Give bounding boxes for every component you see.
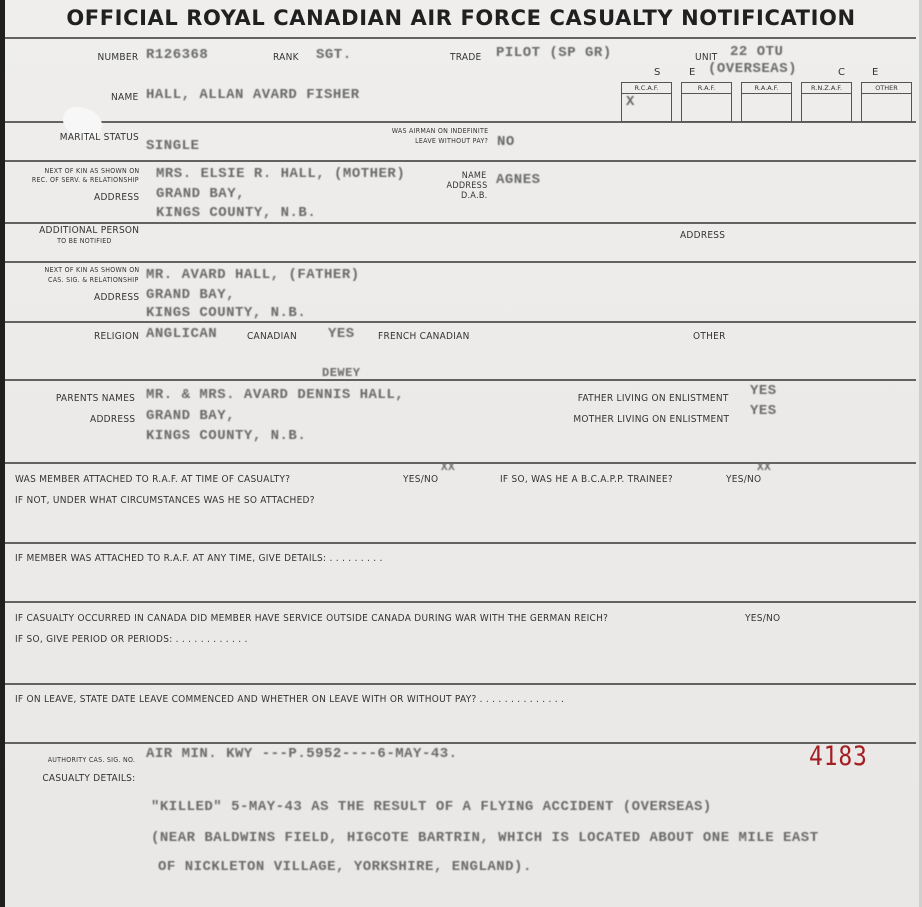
dab-address-label: ADDRESS xyxy=(446,181,487,191)
service-box-label: R.A.F. xyxy=(682,83,731,94)
nok-record-name: MRS. ELSIE R. HALL, (MOTHER) xyxy=(156,166,406,182)
parents-names-label: PARENTS NAMES xyxy=(55,393,135,404)
casualty-details-line: (NEAR BALDWINS FIELD, HIGCOTE BARTRIN, WHICH IS LOCATED ABOUT ONE MILE EAST xyxy=(151,830,819,846)
religion-label: RELIGION xyxy=(93,331,139,342)
divider xyxy=(5,261,916,263)
unit-label: UNIT xyxy=(695,52,718,63)
service-box-rnzaf[interactable] xyxy=(801,82,852,122)
service-box-label: OTHER xyxy=(862,83,911,94)
divider xyxy=(5,160,916,162)
divider xyxy=(5,742,916,744)
dab-name-label: NAME xyxy=(462,171,487,181)
unit-value: 22 OTU xyxy=(730,44,784,60)
canada-service-question: IF CASUALTY OCCURRED IN CANADA DID MEMBER HAVE SERVICE OUTSIDE CANADA DURING WAR WITH THE GERMAN REICH? xyxy=(15,613,609,624)
divider xyxy=(5,462,916,464)
nok-record-label: REC. OF SERV. & RELATIONSHIP xyxy=(32,176,139,184)
mother-living-label: MOTHER LIVING ON ENLISTMENT xyxy=(573,414,729,425)
divider xyxy=(5,683,916,685)
dab-value: AGNES xyxy=(496,172,541,188)
marital-status-value: SINGLE xyxy=(146,138,200,154)
mother-living-value: YES xyxy=(750,403,777,419)
casualty-details-line: OF NICKLETON VILLAGE, YORKSHIRE, ENGLAND). xyxy=(158,859,532,875)
unit-value-overseas: (OVERSEAS) xyxy=(708,61,798,77)
service-periods-question: IF SO, GIVE PERIOD OR PERIODS: . . . . . . . . . . . . xyxy=(15,634,248,645)
nok-record-label: NEXT OF KIN AS SHOWN ON xyxy=(44,167,139,175)
raf-attached-yes-no: YES/NO xyxy=(403,474,439,485)
bcatp-question: IF SO, WAS HE A B.C.A.P.P. TRAINEE? xyxy=(500,474,673,485)
raf-any-time-question: IF MEMBER WAS ATTACHED TO R.A.F. AT ANY TIME, GIVE DETAILS: . . . . . . . . . xyxy=(15,553,383,564)
authority-value: AIR MIN. KWY ---P.5952----6-MAY-43. xyxy=(146,746,458,762)
service-box-raaf[interactable] xyxy=(741,82,792,122)
father-living-value: YES xyxy=(750,383,777,399)
casualty-details-label: CASUALTY DETAILS: xyxy=(41,773,135,784)
trade-value: PILOT (SP GR) xyxy=(496,45,612,61)
rank-label: RANK xyxy=(273,52,299,63)
divider xyxy=(5,222,916,224)
raf-attached-mark: XX xyxy=(441,462,456,474)
french-canadian-label: FRENCH CANADIAN xyxy=(378,331,470,342)
parents-address-label: ADDRESS xyxy=(89,414,135,425)
scan-edge-left xyxy=(0,0,5,907)
other-label: OTHER xyxy=(693,331,726,342)
additional-person-label: ADDITIONAL PERSON xyxy=(38,225,139,236)
nok-record-address-label: ADDRESS xyxy=(93,192,139,203)
name-label: NAME xyxy=(110,92,138,103)
service-box-label: R.N.Z.A.F. xyxy=(802,83,851,94)
canadian-value: YES xyxy=(328,326,355,342)
name-value: HALL, ALLAN AVARD FISHER xyxy=(146,87,360,103)
rank-value: SGT. xyxy=(316,47,352,63)
divider xyxy=(5,542,916,544)
parents-address-line: KINGS COUNTY, N.B. xyxy=(146,428,307,444)
service-box-other[interactable] xyxy=(861,82,912,122)
divider xyxy=(5,379,916,381)
nok-cas-sig-address-label: ADDRESS xyxy=(93,292,139,303)
authority-label: AUTHORITY CAS. SIG. NO. xyxy=(47,756,135,764)
parents-name-correction: DEWEY xyxy=(322,366,361,380)
service-letter: E xyxy=(689,67,696,78)
nok-cas-sig-label: CAS. SIG. & RELATIONSHIP xyxy=(48,276,139,284)
marital-status-label: MARITAL STATUS xyxy=(59,132,139,143)
raf-attached-question: WAS MEMBER ATTACHED TO R.A.F. AT TIME OF CASUALTY? xyxy=(15,474,291,485)
divider xyxy=(5,601,916,603)
service-box-rcaf[interactable] xyxy=(621,82,672,122)
service-box-label: R.C.A.F. xyxy=(622,83,671,94)
nok-cas-sig-label: NEXT OF KIN AS SHOWN ON xyxy=(44,266,139,274)
divider xyxy=(5,37,916,39)
service-letter: C xyxy=(838,67,845,78)
indefinite-leave-label: LEAVE WITHOUT PAY? xyxy=(414,137,488,145)
parents-names-value: MR. & MRS. AVARD DENNIS HALL, xyxy=(146,387,405,403)
religion-value: ANGLICAN xyxy=(146,326,218,342)
file-number-stamp: 4183 xyxy=(809,741,868,772)
canada-service-yes-no: YES/NO xyxy=(745,613,781,624)
circumstances-question: IF NOT, UNDER WHAT CIRCUMSTANCES WAS HE SO ATTACHED? xyxy=(15,495,315,506)
service-box-mark: X xyxy=(626,94,635,110)
nok-record-address-line: KINGS COUNTY, N.B. xyxy=(156,205,317,221)
service-box-raf[interactable] xyxy=(681,82,732,122)
form-title: OFFICIAL ROYAL CANADIAN AIR FORCE CASUALTY NOTIFICATION xyxy=(66,6,856,30)
divider xyxy=(5,321,916,323)
nok-cas-sig-name: MR. AVARD HALL, (FATHER) xyxy=(146,267,360,283)
parents-address-line: GRAND BAY, xyxy=(146,408,236,424)
canadian-label: CANADIAN xyxy=(247,331,297,342)
trade-label: TRADE xyxy=(450,52,482,63)
leave-question: IF ON LEAVE, STATE DATE LEAVE COMMENCED AND WHETHER ON LEAVE WITH OR WITHOUT PAY? . . . . . . . . . . . . . . xyxy=(15,694,565,705)
nok-cas-sig-address-line: KINGS COUNTY, N.B. xyxy=(146,305,307,321)
indefinite-leave-value: NO xyxy=(497,134,515,150)
additional-person-sublabel: TO BE NOTIFIED xyxy=(57,237,112,245)
service-letter: S xyxy=(654,67,661,78)
nok-record-address-line: GRAND BAY, xyxy=(156,186,246,202)
number-value: R126368 xyxy=(146,47,209,63)
bcatp-mark: XX xyxy=(757,462,772,474)
father-living-label: FATHER LIVING ON ENLISTMENT xyxy=(578,393,729,404)
bcatp-yes-no: YES/NO xyxy=(726,474,762,485)
dab-label: D.A.B. xyxy=(460,191,487,201)
indefinite-leave-label: WAS AIRMAN ON INDEFINITE xyxy=(391,127,488,135)
service-box-label: R.A.A.F. xyxy=(742,83,791,94)
service-letter: E xyxy=(872,67,879,78)
casualty-details-line: "KILLED" 5-MAY-43 AS THE RESULT OF A FLYING ACCIDENT (OVERSEAS) xyxy=(151,799,712,815)
nok-cas-sig-address-line: GRAND BAY, xyxy=(146,287,236,303)
number-label: NUMBER xyxy=(97,52,138,63)
additional-person-address-label: ADDRESS xyxy=(680,230,726,241)
